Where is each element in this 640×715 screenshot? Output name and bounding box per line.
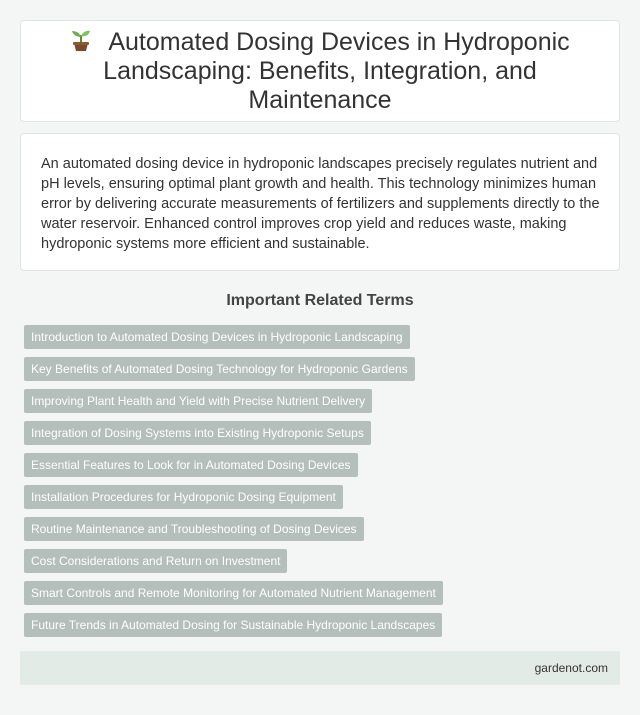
sprout-icon (70, 29, 92, 53)
related-term-chip[interactable]: Installation Procedures for Hydroponic Dosing Equipment (24, 485, 343, 509)
related-term-chip[interactable]: Improving Plant Health and Yield with Precise Nutrient Delivery (24, 389, 372, 413)
related-term-chip[interactable]: Introduction to Automated Dosing Devices in Hydroponic Landscaping (24, 325, 410, 349)
summary-text: An automated dosing device in hydroponic landscapes precisely regulates nutrient and pH levels, ensuring optimal plant growth and health. This technology minimizes human error by delivering accurate measurements of fertilizers and supplements directly to the water reservoir. Enhanced control improves crop yield and reduces waste, making hydroponic systems more efficient and sustainable. (41, 156, 600, 252)
related-term-chip[interactable]: Smart Controls and Remote Monitoring for Automated Nutrient Management (24, 581, 443, 605)
related-term-chip[interactable]: Future Trends in Automated Dosing for Sustainable Hydroponic Landscapes (24, 613, 442, 637)
related-terms-heading: Important Related Terms (226, 292, 414, 309)
related-term-chip[interactable]: Routine Maintenance and Troubleshooting of Dosing Devices (24, 517, 364, 541)
footer-site-link[interactable]: gardenot.com (534, 661, 608, 675)
related-term-chip[interactable]: Essential Features to Look for in Automated Dosing Devices (24, 453, 358, 477)
title-card (20, 20, 620, 122)
related-term-chip[interactable]: Key Benefits of Automated Dosing Technology for Hydroponic Gardens (24, 357, 415, 381)
related-terms-list (24, 325, 620, 645)
related-term-chip[interactable]: Integration of Dosing Systems into Existing Hydroponic Setups (24, 421, 371, 445)
footer (20, 651, 620, 685)
summary-card (20, 133, 620, 271)
related-term-chip[interactable]: Cost Considerations and Return on Investment (24, 549, 287, 573)
page-title-text: Automated Dosing Devices in Hydroponic Landscaping: Benefits, Integration, and Maintenance (103, 27, 570, 114)
page-title (37, 28, 603, 115)
